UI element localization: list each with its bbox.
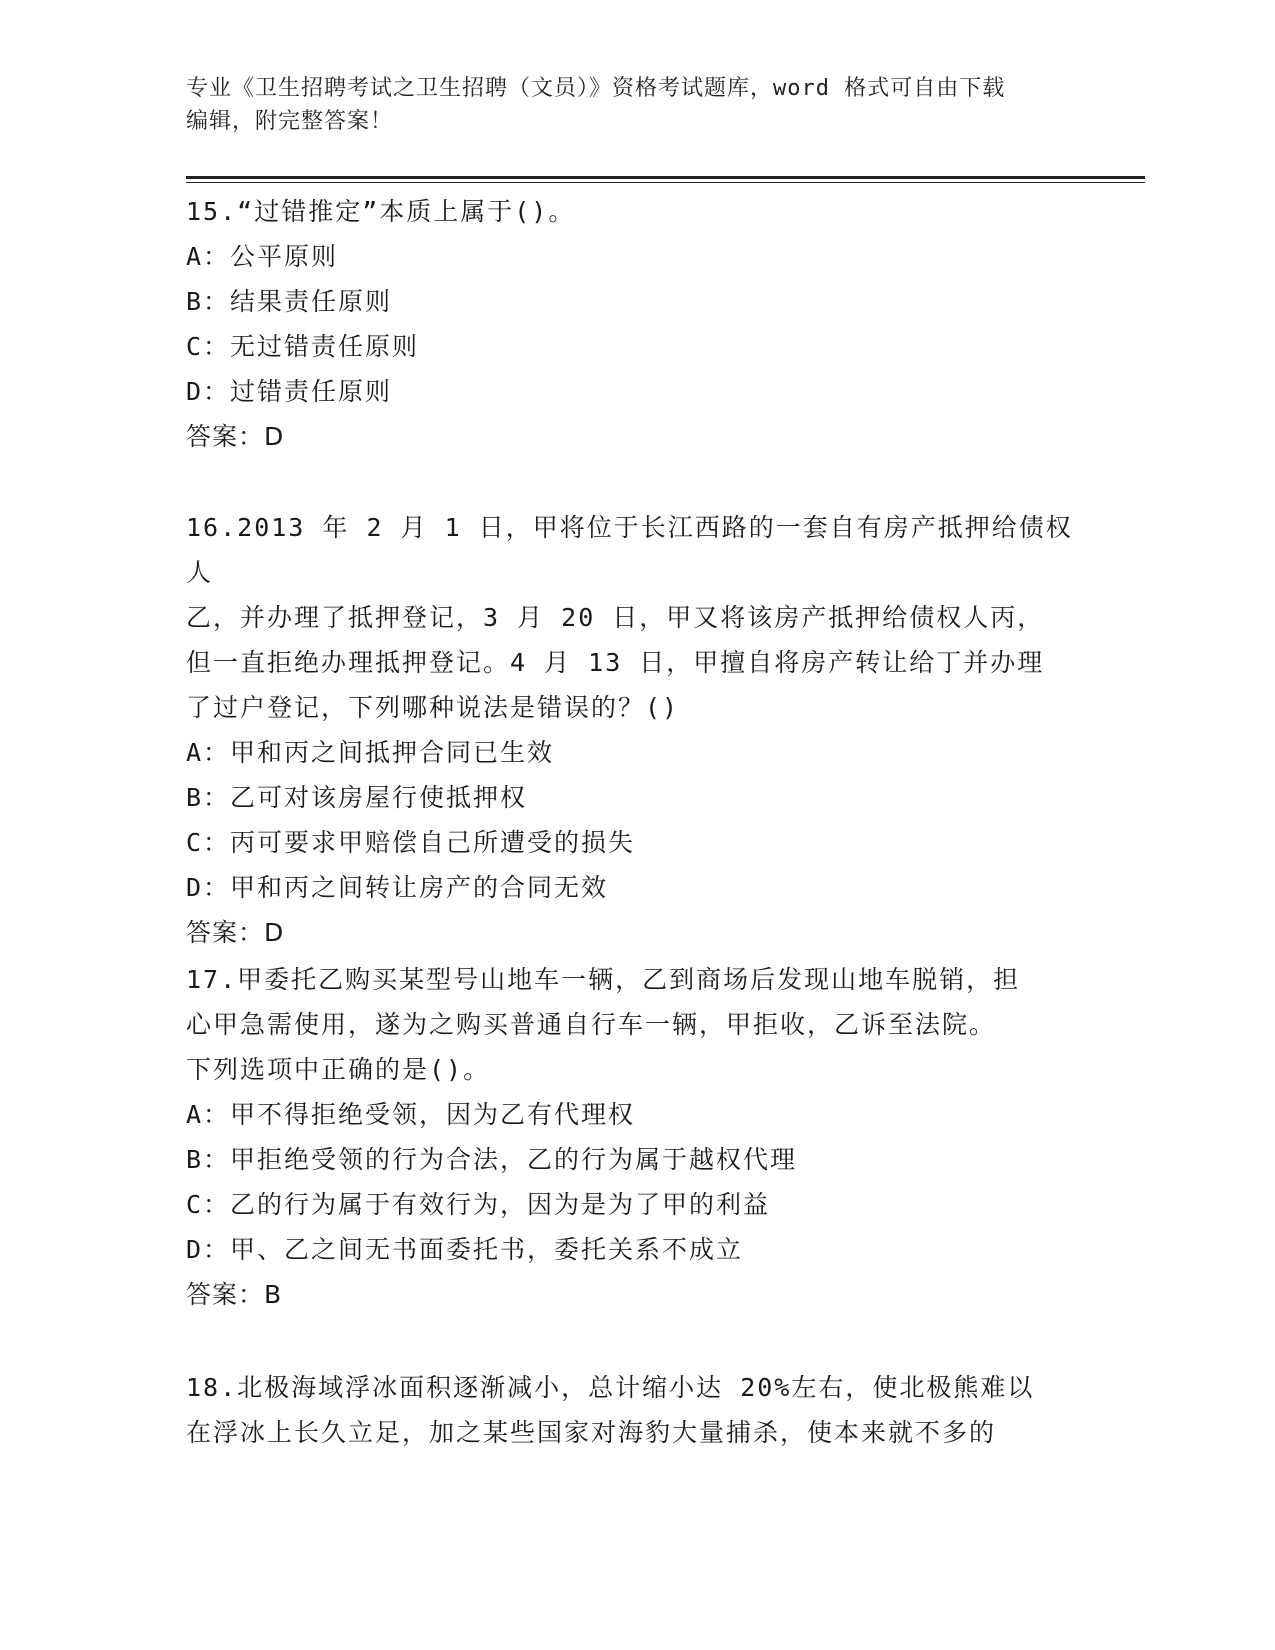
option-c: C：丙可要求甲赔偿自己所遭受的损失 <box>186 828 636 857</box>
answer-line: 答案：B <box>186 1280 283 1309</box>
question-stem-line-2: 乙，并办理了抵押登记，3 月 20 日，甲又将该房产抵押给债权人丙， <box>186 603 1045 632</box>
option-b: B：甲拒绝受领的行为合法，乙的行为属于越权代理 <box>186 1145 798 1174</box>
header-line-1: 专业《卫生招聘考试之卫生招聘（文员）》资格考试题库，word 格式可自由下载 <box>186 76 1006 101</box>
question-stem-line-1: 18.北极海域浮冰面积逐渐减小，总计缩小达 20%左右，使北极熊难以 <box>186 1373 1035 1402</box>
page-header <box>186 72 1066 138</box>
question-stem-line-4: 了过户登记，下列哪种说法是错误的？() <box>186 693 680 722</box>
option-b: B：结果责任原则 <box>186 287 393 316</box>
option-d: D：甲和丙之间转让房产的合同无效 <box>186 873 609 902</box>
option-c: C：乙的行为属于有效行为，因为是为了甲的利益 <box>186 1190 771 1219</box>
option-d: D：甲、乙之间无书面委托书，委托关系不成立 <box>186 1235 744 1264</box>
header-line-2: 编辑，附完整答案！ <box>186 109 394 134</box>
option-d: D：过错责任原则 <box>186 377 393 406</box>
header-divider-thick <box>186 176 1145 179</box>
question-stem: 15.“过错推定”本质上属于()。 <box>186 197 576 226</box>
question-stem-line-2: 在浮冰上长久立足，加之某些国家对海豹大量捕杀，使本来就不多的 <box>186 1418 997 1447</box>
option-c: C：无过错责任原则 <box>186 332 420 361</box>
header-divider-thin <box>186 182 1145 183</box>
option-a: A：甲不得拒绝受领，因为乙有代理权 <box>186 1100 636 1129</box>
option-a: A：公平原则 <box>186 242 339 271</box>
question-stem-line-3: 但一直拒绝办理抵押登记。4 月 13 日，甲擅自将房产转让给丁并办理 <box>186 648 1045 677</box>
option-a: A：甲和丙之间抵押合同已生效 <box>186 738 555 767</box>
question-15 <box>186 189 1086 459</box>
question-18 <box>186 1365 1086 1455</box>
question-stem-line-2: 心甲急需使用，遂为之购买普通自行车一辆，甲拒收，乙诉至法院。 <box>186 1010 997 1039</box>
question-17 <box>186 957 1086 1317</box>
option-b: B：乙可对该房屋行使抵押权 <box>186 783 528 812</box>
answer-line: 答案：D <box>186 918 285 947</box>
question-stem-line-1: 16.2013 年 2 月 1 日，甲将位于长江西路的一套自有房产抵押给债权人 <box>186 513 1073 587</box>
question-16 <box>186 505 1086 955</box>
question-stem-line-3: 下列选项中正确的是()。 <box>186 1055 491 1084</box>
answer-line: 答案：D <box>186 422 285 451</box>
question-stem-line-1: 17.甲委托乙购买某型号山地车一辆，乙到商场后发现山地车脱销，担 <box>186 965 1021 994</box>
